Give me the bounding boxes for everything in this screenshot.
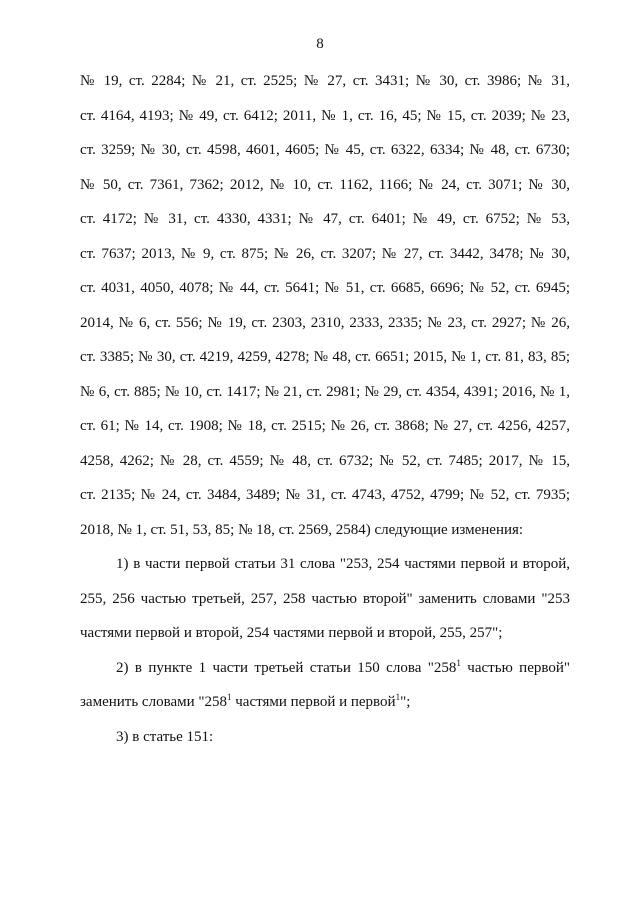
text-line: ст. 4164, 4193; № 49, ст. 6412; 2011, № 1, ст. 16, 45; № 15, ст. 2039; № 23, <box>80 107 570 124</box>
text-line <box>80 685 570 720</box>
text-segment: 2) в пункте 1 части третьей статьи 150 слова "258 <box>116 659 457 676</box>
text-line: № 50, ст. 7361, 7362; 2012, № 10, ст. 1162, 1166; № 24, ст. 3071; № 30, <box>80 176 570 193</box>
page-number: 8 <box>316 36 324 52</box>
text-line <box>80 651 570 686</box>
text-line: ст. 61; № 14, ст. 1908; № 18, ст. 2515; № 26, ст. 3868; № 27, ст. 4256, 4257, <box>80 418 570 434</box>
text-line: ст. 3259; № 30, ст. 4598, 4601, 4605; № 45, ст. 6322, 6334; № 48, ст. 6730; <box>80 142 570 158</box>
text-segment: "; <box>400 694 411 710</box>
text-line: 255, 256 частью третьей, 257, 258 частью второй" заменить словами "253 <box>80 590 570 607</box>
paragraph-item-3 <box>80 720 570 755</box>
text-line: 1) в части первой статьи 31 слова "253, 254 частями первой и второй, <box>116 556 570 572</box>
text-line: 4258, 4262; № 28, ст. 4559; № 48, ст. 6732; № 52, ст. 7485; 2017, № 15, <box>80 452 570 469</box>
text-line: 3) в статье 151: <box>116 728 214 745</box>
superscript: 1 <box>227 692 232 702</box>
text-line: частями первой и второй, 254 частями первой и второй, 255, 257"; <box>80 625 503 641</box>
text-line: № 19, ст. 2284; № 21, ст. 2525; № 27, ст. 3431; № 30, ст. 3986; № 31, <box>80 73 570 89</box>
superscript: 1 <box>456 657 461 668</box>
text-segment: частью первой" <box>460 659 570 676</box>
text-line: 2018, № 1, ст. 51, 53, 85; № 18, ст. 2569, 2584) следующие изменения: <box>80 521 524 538</box>
paragraph-item-2 <box>80 651 570 720</box>
text-segment: частями первой и первой <box>231 694 396 710</box>
text-line: ст. 3385; № 30, ст. 4219, 4259, 4278; № 48, ст. 6651; 2015, № 1, ст. 81, 83, 85; <box>80 349 570 365</box>
text-line: 2014, № 6, ст. 556; № 19, ст. 2303, 2310, 2333, 2335; № 23, ст. 2927; № 26, <box>80 314 570 331</box>
paragraph-citations <box>80 64 570 547</box>
text-segment: заменить словами "258 <box>80 694 228 710</box>
text-line: ст. 2135; № 24, ст. 3484, 3489; № 31, ст. 4743, 4752, 4799; № 52, ст. 7935; <box>80 487 570 503</box>
text-line: ст. 7637; 2013, № 9, ст. 875; № 26, ст. 3207; № 27, ст. 3442, 3478; № 30, <box>80 245 570 262</box>
superscript: 1 <box>395 692 401 702</box>
paragraph-item-1 <box>80 547 570 651</box>
text-line: ст. 4031, 4050, 4078; № 44, ст. 5641; № 51, ст. 6685, 6696; № 52, ст. 6945; <box>80 280 570 296</box>
text-line: ст. 4172; № 31, ст. 4330, 4331; № 47, ст. 6401; № 49, ст. 6752; № 53, <box>80 211 570 227</box>
text-line: № 6, ст. 885; № 10, ст. 1417; № 21, ст. 2981; № 29, ст. 4354, 4391; 2016, № 1, <box>80 383 570 400</box>
document-body <box>80 64 570 754</box>
